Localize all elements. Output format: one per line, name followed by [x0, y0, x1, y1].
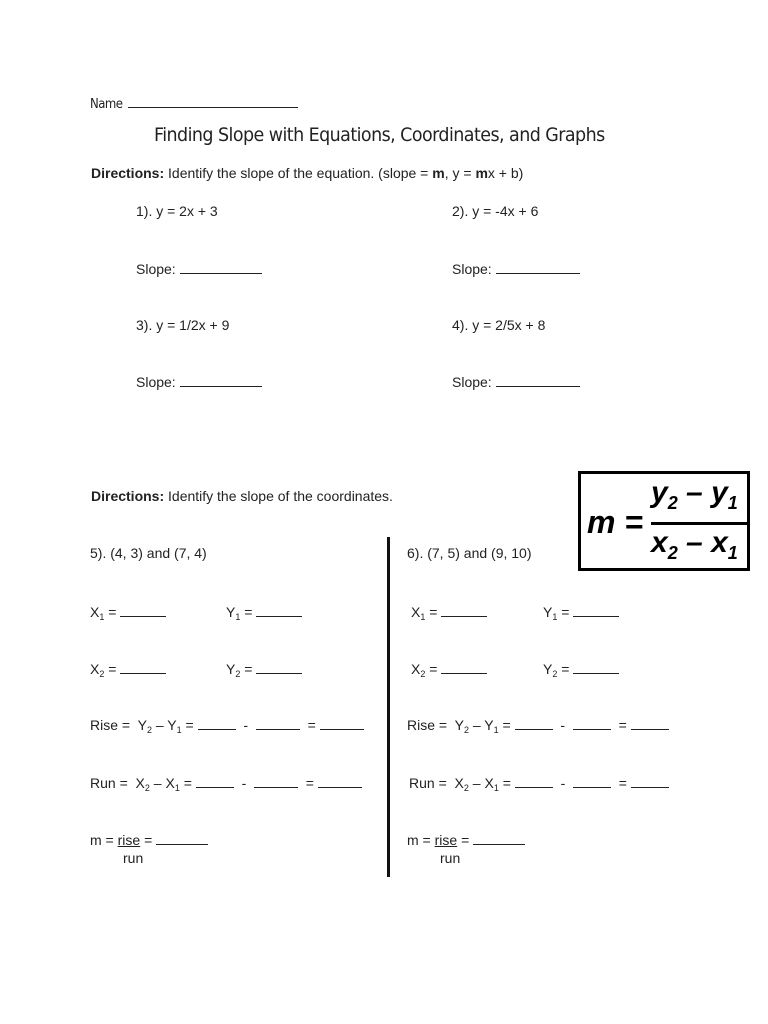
answer-blank[interactable]: [441, 660, 487, 674]
name-blank[interactable]: [128, 94, 298, 108]
problem-2: 2). y = -4x + 6: [452, 203, 539, 219]
name-field: [90, 94, 298, 112]
y1-field: $Y_1$ =: [226, 603, 302, 622]
problem-5-title: 5). (4, 3) and (7, 4): [90, 545, 207, 561]
slope-formula-box: [578, 471, 750, 571]
answer-blank[interactable]: [256, 603, 302, 617]
run-row: Run = $X_2 - X_1$ = - =: [409, 774, 669, 793]
y2-field: $Y_2$ =: [226, 660, 302, 679]
name-label: Name: [90, 97, 123, 112]
column-divider: [387, 537, 390, 877]
answer-blank[interactable]: [180, 260, 262, 274]
rise-row: Rise = $Y_2 - Y_1$ = - =: [407, 716, 669, 735]
answer-blank[interactable]: [496, 373, 580, 387]
answer-blank[interactable]: [496, 260, 580, 274]
formula-denominator: $x_2 - x_1$: [651, 526, 738, 563]
m-row: m = rise =: [407, 831, 525, 848]
slope-answer-2: Slope:: [452, 260, 580, 277]
slope-answer-3: Slope:: [136, 373, 262, 390]
answer-blank[interactable]: [441, 603, 487, 617]
formula-numerator: $y_2 - y_1$: [651, 476, 738, 513]
problem-6-title: 6). (7, 5) and (9, 10): [407, 545, 532, 561]
answer-blank[interactable]: [573, 660, 619, 674]
run-row: Run = $X_2 - X_1$ = - =: [90, 774, 362, 793]
formula-fraction-bar: [651, 522, 748, 525]
formula-m: m =: [587, 504, 644, 540]
answer-blank[interactable]: [120, 660, 166, 674]
problem-3: 3). y = 1/2x + 9: [136, 317, 230, 333]
slope-answer-1: Slope:: [136, 260, 262, 277]
y1-field: $Y_1$ =: [543, 603, 619, 622]
answer-blank[interactable]: [573, 603, 619, 617]
m-row: m = rise =: [90, 831, 208, 848]
x2-field: $X_2$ =: [90, 660, 166, 679]
page-title: Finding Slope with Equations, Coordinates, and Graphs: [154, 124, 605, 146]
x1-field: $X_1$ =: [411, 603, 487, 622]
directions-coordinates: Directions: Identify the slope of the coordinates.: [91, 488, 393, 504]
directions-equations: Directions: Identify the slope of the equation. (slope = m, y = mx + b): [91, 165, 524, 181]
directions-label: Directions:: [91, 165, 165, 181]
x1-field: $X_1$ =: [90, 603, 166, 622]
problem-1: 1). y = 2x + 3: [136, 203, 218, 219]
answer-blank[interactable]: [120, 603, 166, 617]
m-denominator: run: [440, 850, 461, 866]
rise-row: Rise = $Y_2 - Y_1$ = - =: [90, 716, 364, 735]
m-denominator: run: [123, 850, 144, 866]
slope-answer-4: Slope:: [452, 373, 580, 390]
x2-field: $X_2$ =: [411, 660, 487, 679]
answer-blank[interactable]: [256, 660, 302, 674]
y2-field: $Y_2$ =: [543, 660, 619, 679]
answer-blank[interactable]: [180, 373, 262, 387]
problem-4: 4). y = 2/5x + 8: [452, 317, 546, 333]
